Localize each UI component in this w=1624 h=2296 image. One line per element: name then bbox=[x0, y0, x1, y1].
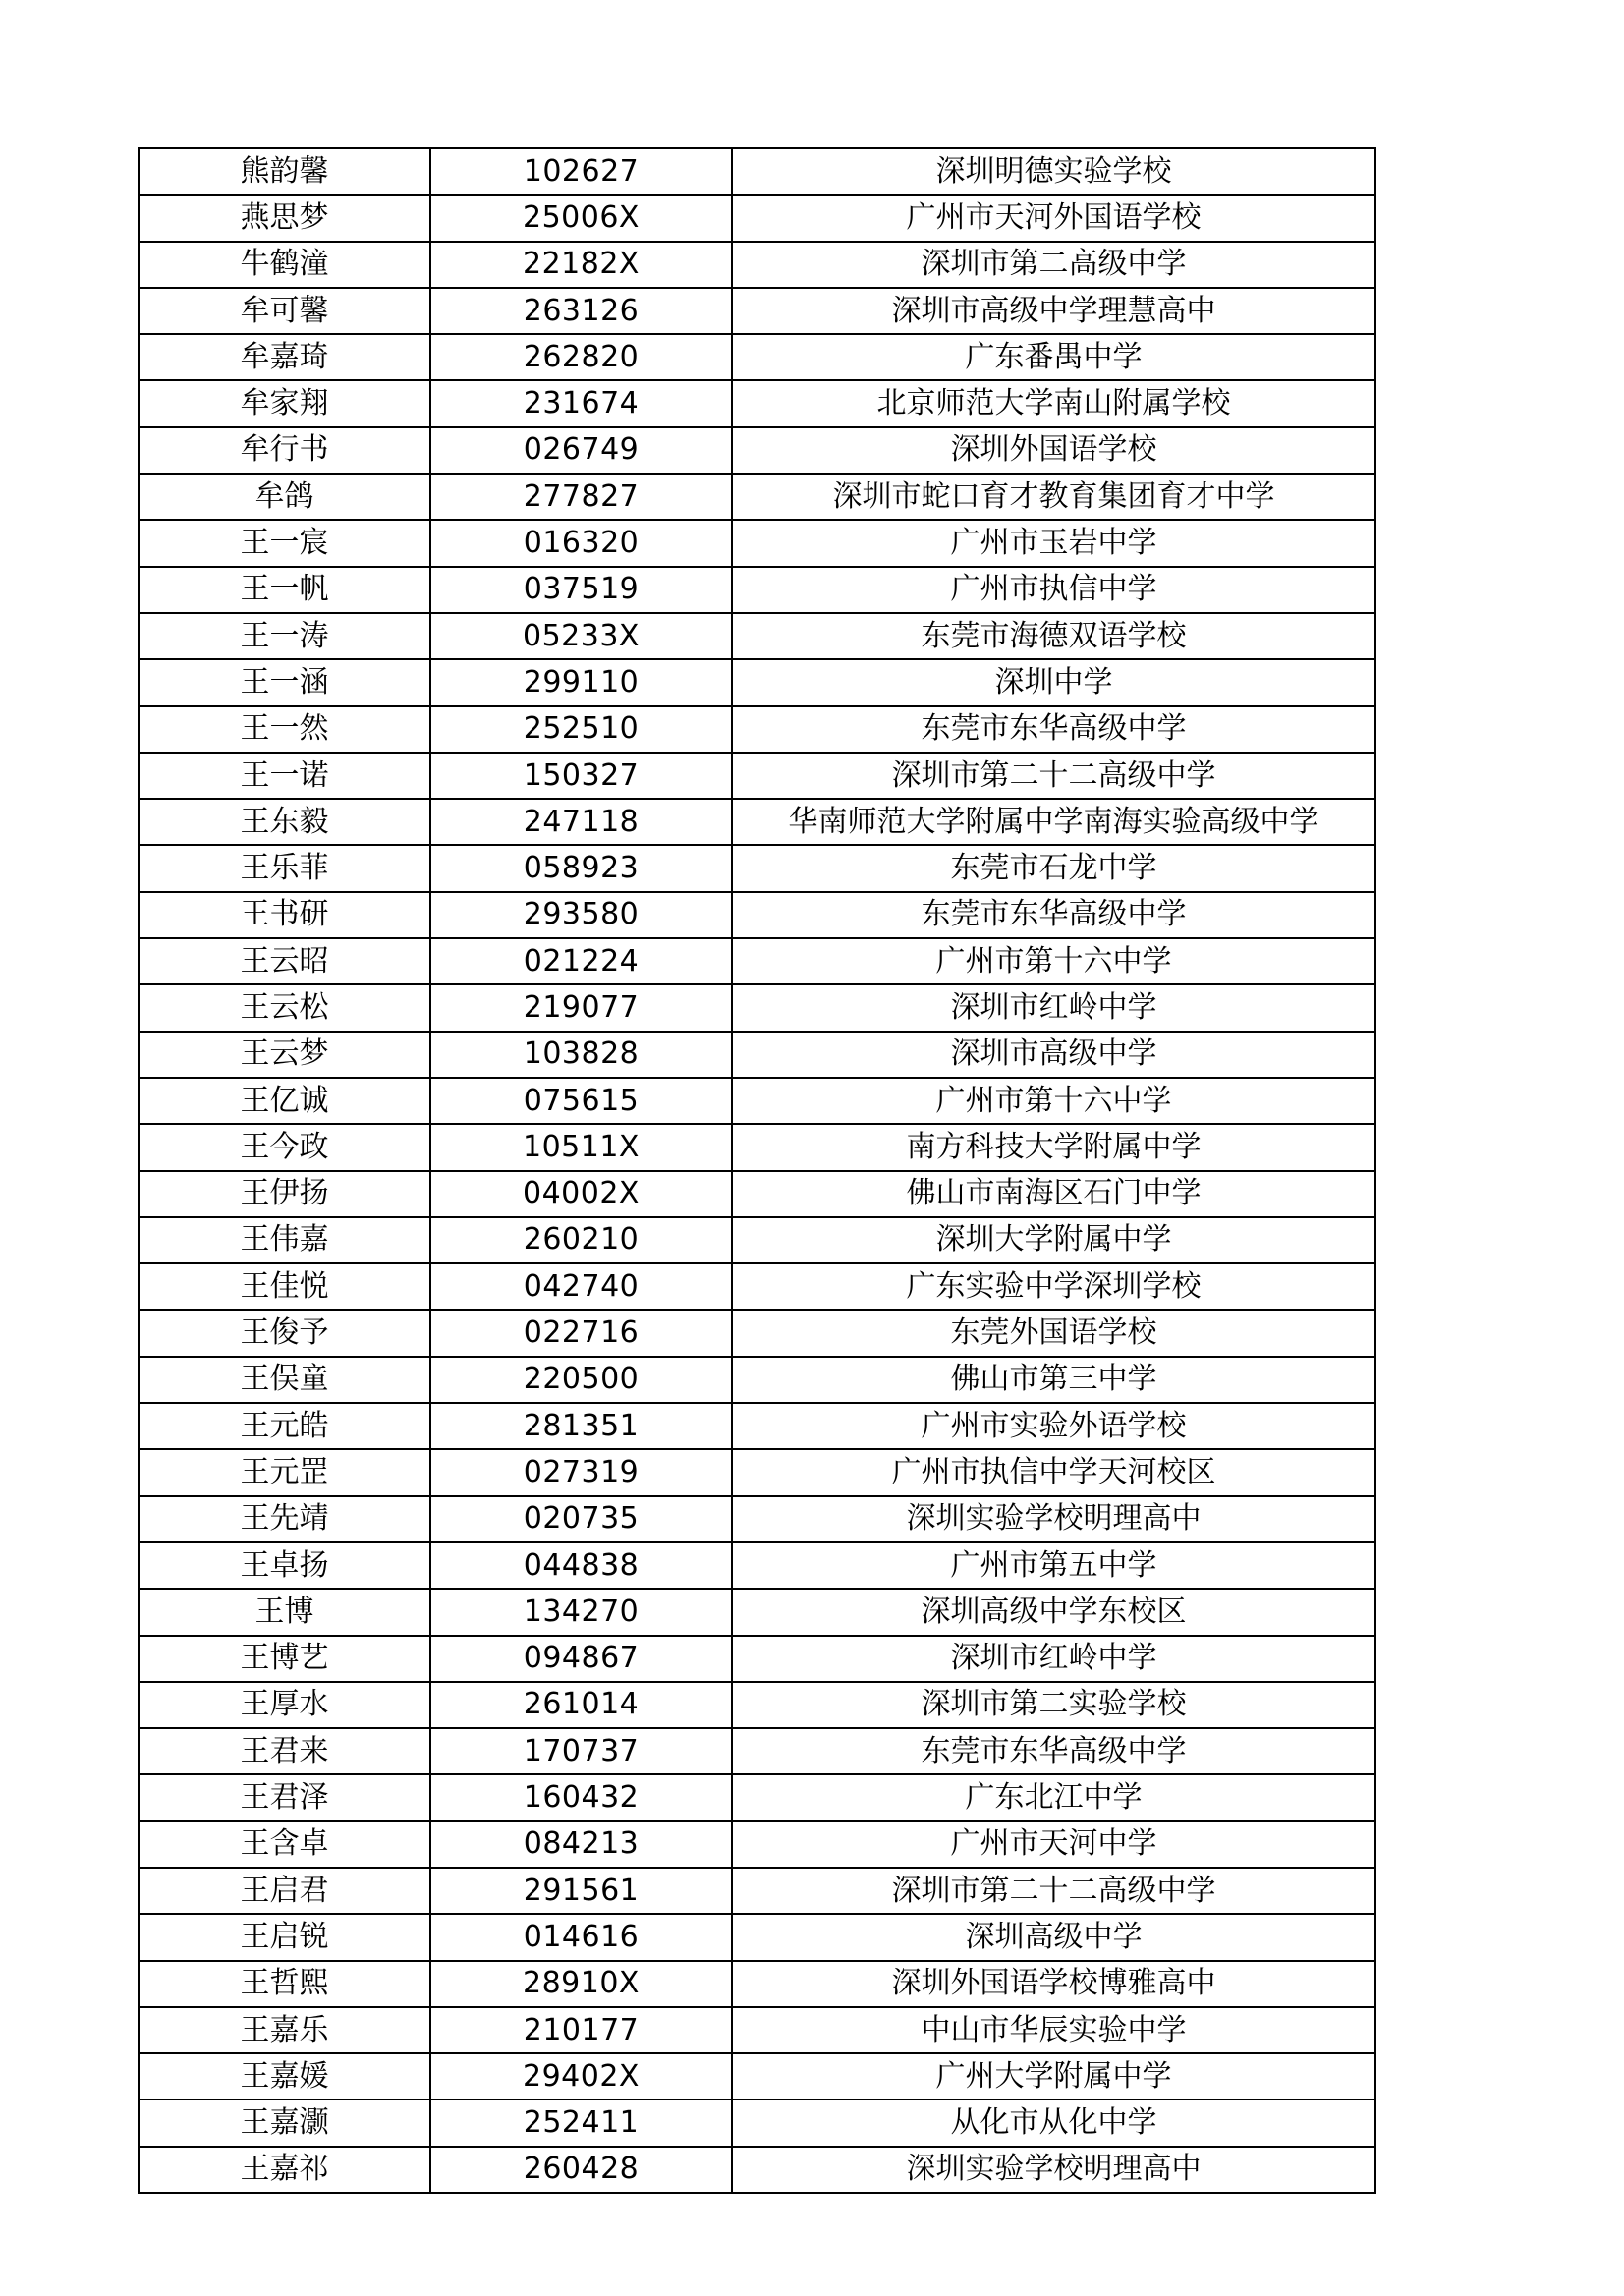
student-name-cell: 牟行书 bbox=[139, 427, 430, 474]
table-row bbox=[139, 1774, 1375, 1820]
table-row bbox=[139, 288, 1375, 334]
table-row bbox=[139, 659, 1375, 705]
school-name-cell: 东莞市东华高级中学 bbox=[732, 1728, 1375, 1774]
roster-table bbox=[138, 147, 1376, 2194]
student-name-cell: 王俣童 bbox=[139, 1357, 430, 1403]
id-number-cell: 042740 bbox=[430, 1263, 732, 1310]
school-name-cell: 东莞外国语学校 bbox=[732, 1310, 1375, 1356]
table-row bbox=[139, 845, 1375, 891]
id-number-cell: 247118 bbox=[430, 799, 732, 845]
school-name-cell: 深圳高级中学 bbox=[732, 1914, 1375, 1960]
id-number-cell: 170737 bbox=[430, 1728, 732, 1774]
id-number-cell: 219077 bbox=[430, 984, 732, 1031]
id-number-cell: 05233X bbox=[430, 613, 732, 659]
school-name-cell: 深圳市第二高级中学 bbox=[732, 242, 1375, 288]
school-name-cell: 东莞市石龙中学 bbox=[732, 845, 1375, 891]
school-name-cell: 东莞市东华高级中学 bbox=[732, 706, 1375, 753]
table-row bbox=[139, 2147, 1375, 2193]
table-row bbox=[139, 1171, 1375, 1217]
school-name-cell: 深圳市第二十二高级中学 bbox=[732, 1868, 1375, 1914]
student-name-cell: 燕思梦 bbox=[139, 195, 430, 241]
id-number-cell: 231674 bbox=[430, 380, 732, 426]
id-number-cell: 25006X bbox=[430, 195, 732, 241]
id-number-cell: 150327 bbox=[430, 753, 732, 799]
table-row bbox=[139, 195, 1375, 241]
school-name-cell: 深圳高级中学东校区 bbox=[732, 1589, 1375, 1635]
student-name-cell: 王云昭 bbox=[139, 938, 430, 984]
student-name-cell: 王东毅 bbox=[139, 799, 430, 845]
table-row bbox=[139, 380, 1375, 426]
id-number-cell: 291561 bbox=[430, 1868, 732, 1914]
school-name-cell: 深圳大学附属中学 bbox=[732, 1217, 1375, 1263]
student-name-cell: 王卓扬 bbox=[139, 1542, 430, 1589]
school-name-cell: 华南师范大学附属中学南海实验高级中学 bbox=[732, 799, 1375, 845]
student-name-cell: 王嘉媛 bbox=[139, 2053, 430, 2100]
school-name-cell: 广州市第十六中学 bbox=[732, 938, 1375, 984]
student-name-cell: 王一涛 bbox=[139, 613, 430, 659]
id-number-cell: 260428 bbox=[430, 2147, 732, 2193]
id-number-cell: 22182X bbox=[430, 242, 732, 288]
school-name-cell: 深圳外国语学校博雅高中 bbox=[732, 1961, 1375, 2007]
school-name-cell: 深圳市红岭中学 bbox=[732, 1636, 1375, 1682]
table-row bbox=[139, 242, 1375, 288]
student-name-cell: 王嘉灏 bbox=[139, 2100, 430, 2146]
table-row bbox=[139, 1032, 1375, 1078]
student-name-cell: 王一诺 bbox=[139, 753, 430, 799]
school-name-cell: 广州市执信中学 bbox=[732, 567, 1375, 613]
table-row bbox=[139, 753, 1375, 799]
student-name-cell: 王伊扬 bbox=[139, 1171, 430, 1217]
id-number-cell: 084213 bbox=[430, 1821, 732, 1868]
school-name-cell: 广东实验中学深圳学校 bbox=[732, 1263, 1375, 1310]
table-row bbox=[139, 1449, 1375, 1495]
id-number-cell: 014616 bbox=[430, 1914, 732, 1960]
id-number-cell: 022716 bbox=[430, 1310, 732, 1356]
student-name-cell: 牟鸽 bbox=[139, 474, 430, 520]
school-name-cell: 南方科技大学附属中学 bbox=[732, 1124, 1375, 1170]
school-name-cell: 深圳明德实验学校 bbox=[732, 148, 1375, 195]
table-row bbox=[139, 799, 1375, 845]
student-name-cell: 王博 bbox=[139, 1589, 430, 1635]
id-number-cell: 260210 bbox=[430, 1217, 732, 1263]
school-name-cell: 从化市从化中学 bbox=[732, 2100, 1375, 2146]
student-name-cell: 王书研 bbox=[139, 892, 430, 938]
student-name-cell: 王含卓 bbox=[139, 1821, 430, 1868]
table-row bbox=[139, 892, 1375, 938]
table-row bbox=[139, 148, 1375, 195]
school-name-cell: 深圳外国语学校 bbox=[732, 427, 1375, 474]
id-number-cell: 262820 bbox=[430, 334, 732, 380]
student-name-cell: 王一然 bbox=[139, 706, 430, 753]
school-name-cell: 广州市天河外国语学校 bbox=[732, 195, 1375, 241]
student-name-cell: 王佳悦 bbox=[139, 1263, 430, 1310]
table-row bbox=[139, 938, 1375, 984]
school-name-cell: 深圳市高级中学理慧高中 bbox=[732, 288, 1375, 334]
student-name-cell: 王俊予 bbox=[139, 1310, 430, 1356]
id-number-cell: 29402X bbox=[430, 2053, 732, 2100]
student-name-cell: 王亿诚 bbox=[139, 1078, 430, 1124]
student-name-cell: 王博艺 bbox=[139, 1636, 430, 1682]
id-number-cell: 020735 bbox=[430, 1496, 732, 1542]
id-number-cell: 252411 bbox=[430, 2100, 732, 2146]
student-name-cell: 王元罡 bbox=[139, 1449, 430, 1495]
school-name-cell: 广州市天河中学 bbox=[732, 1821, 1375, 1868]
school-name-cell: 深圳市蛇口育才教育集团育才中学 bbox=[732, 474, 1375, 520]
student-name-cell: 王一宸 bbox=[139, 520, 430, 566]
school-name-cell: 深圳市红岭中学 bbox=[732, 984, 1375, 1031]
id-number-cell: 10511X bbox=[430, 1124, 732, 1170]
school-name-cell: 广州市第十六中学 bbox=[732, 1078, 1375, 1124]
student-name-cell: 王云梦 bbox=[139, 1032, 430, 1078]
table-row bbox=[139, 1821, 1375, 1868]
student-name-cell: 王一涵 bbox=[139, 659, 430, 705]
student-name-cell: 王今政 bbox=[139, 1124, 430, 1170]
school-name-cell: 深圳市第二十二高级中学 bbox=[732, 753, 1375, 799]
table-row bbox=[139, 1542, 1375, 1589]
table-row bbox=[139, 613, 1375, 659]
table-row bbox=[139, 984, 1375, 1031]
id-number-cell: 263126 bbox=[430, 288, 732, 334]
roster-body bbox=[139, 148, 1375, 2193]
table-row bbox=[139, 2053, 1375, 2100]
table-row bbox=[139, 706, 1375, 753]
student-name-cell: 王嘉祁 bbox=[139, 2147, 430, 2193]
id-number-cell: 075615 bbox=[430, 1078, 732, 1124]
school-name-cell: 广东北江中学 bbox=[732, 1774, 1375, 1820]
id-number-cell: 210177 bbox=[430, 2007, 732, 2053]
id-number-cell: 021224 bbox=[430, 938, 732, 984]
table-row bbox=[139, 1728, 1375, 1774]
school-name-cell: 广州市执信中学天河校区 bbox=[732, 1449, 1375, 1495]
student-name-cell: 牟可馨 bbox=[139, 288, 430, 334]
student-name-cell: 王伟嘉 bbox=[139, 1217, 430, 1263]
student-name-cell: 王元皓 bbox=[139, 1403, 430, 1449]
student-name-cell: 牟嘉琦 bbox=[139, 334, 430, 380]
student-name-cell: 王嘉乐 bbox=[139, 2007, 430, 2053]
school-name-cell: 广州大学附属中学 bbox=[732, 2053, 1375, 2100]
id-number-cell: 103828 bbox=[430, 1032, 732, 1078]
school-name-cell: 广州市第五中学 bbox=[732, 1542, 1375, 1589]
student-name-cell: 牛鹤潼 bbox=[139, 242, 430, 288]
student-name-cell: 王乐菲 bbox=[139, 845, 430, 891]
student-name-cell: 王启锐 bbox=[139, 1914, 430, 1960]
id-number-cell: 160432 bbox=[430, 1774, 732, 1820]
school-name-cell: 深圳实验学校明理高中 bbox=[732, 1496, 1375, 1542]
student-name-cell: 熊韵馨 bbox=[139, 148, 430, 195]
table-row bbox=[139, 474, 1375, 520]
id-number-cell: 044838 bbox=[430, 1542, 732, 1589]
student-name-cell: 王厚水 bbox=[139, 1682, 430, 1728]
id-number-cell: 026749 bbox=[430, 427, 732, 474]
id-number-cell: 027319 bbox=[430, 1449, 732, 1495]
id-number-cell: 04002X bbox=[430, 1171, 732, 1217]
school-name-cell: 深圳实验学校明理高中 bbox=[732, 2147, 1375, 2193]
school-name-cell: 广东番禺中学 bbox=[732, 334, 1375, 380]
id-number-cell: 220500 bbox=[430, 1357, 732, 1403]
student-name-cell: 王先靖 bbox=[139, 1496, 430, 1542]
school-name-cell: 深圳市高级中学 bbox=[732, 1032, 1375, 1078]
student-name-cell: 王一帆 bbox=[139, 567, 430, 613]
table-row bbox=[139, 1589, 1375, 1635]
table-row bbox=[139, 334, 1375, 380]
id-number-cell: 016320 bbox=[430, 520, 732, 566]
table-row bbox=[139, 1310, 1375, 1356]
table-row bbox=[139, 1868, 1375, 1914]
school-name-cell: 东莞市海德双语学校 bbox=[732, 613, 1375, 659]
table-row bbox=[139, 1682, 1375, 1728]
table-row bbox=[139, 1636, 1375, 1682]
id-number-cell: 037519 bbox=[430, 567, 732, 613]
id-number-cell: 28910X bbox=[430, 1961, 732, 2007]
table-row bbox=[139, 1217, 1375, 1263]
table-row bbox=[139, 2007, 1375, 2053]
id-number-cell: 094867 bbox=[430, 1636, 732, 1682]
table-row bbox=[139, 520, 1375, 566]
table-row bbox=[139, 1124, 1375, 1170]
table-row bbox=[139, 1403, 1375, 1449]
table-row bbox=[139, 2100, 1375, 2146]
table-row bbox=[139, 1078, 1375, 1124]
id-number-cell: 293580 bbox=[430, 892, 732, 938]
school-name-cell: 广州市实验外语学校 bbox=[732, 1403, 1375, 1449]
id-number-cell: 281351 bbox=[430, 1403, 732, 1449]
student-name-cell: 王启君 bbox=[139, 1868, 430, 1914]
school-name-cell: 中山市华辰实验中学 bbox=[732, 2007, 1375, 2053]
school-name-cell: 广州市玉岩中学 bbox=[732, 520, 1375, 566]
student-name-cell: 王君来 bbox=[139, 1728, 430, 1774]
table-row bbox=[139, 1961, 1375, 2007]
school-name-cell: 东莞市东华高级中学 bbox=[732, 892, 1375, 938]
id-number-cell: 261014 bbox=[430, 1682, 732, 1728]
school-name-cell: 佛山市南海区石门中学 bbox=[732, 1171, 1375, 1217]
school-name-cell: 深圳中学 bbox=[732, 659, 1375, 705]
id-number-cell: 058923 bbox=[430, 845, 732, 891]
table-row bbox=[139, 567, 1375, 613]
id-number-cell: 102627 bbox=[430, 148, 732, 195]
table-row bbox=[139, 1914, 1375, 1960]
student-name-cell: 王君泽 bbox=[139, 1774, 430, 1820]
student-name-cell: 王哲熙 bbox=[139, 1961, 430, 2007]
student-name-cell: 牟家翔 bbox=[139, 380, 430, 426]
table-row bbox=[139, 427, 1375, 474]
table-row bbox=[139, 1263, 1375, 1310]
table-row bbox=[139, 1357, 1375, 1403]
id-number-cell: 252510 bbox=[430, 706, 732, 753]
table-row bbox=[139, 1496, 1375, 1542]
school-name-cell: 北京师范大学南山附属学校 bbox=[732, 380, 1375, 426]
student-name-cell: 王云松 bbox=[139, 984, 430, 1031]
school-name-cell: 深圳市第二实验学校 bbox=[732, 1682, 1375, 1728]
id-number-cell: 134270 bbox=[430, 1589, 732, 1635]
school-name-cell: 佛山市第三中学 bbox=[732, 1357, 1375, 1403]
id-number-cell: 277827 bbox=[430, 474, 732, 520]
id-number-cell: 299110 bbox=[430, 659, 732, 705]
